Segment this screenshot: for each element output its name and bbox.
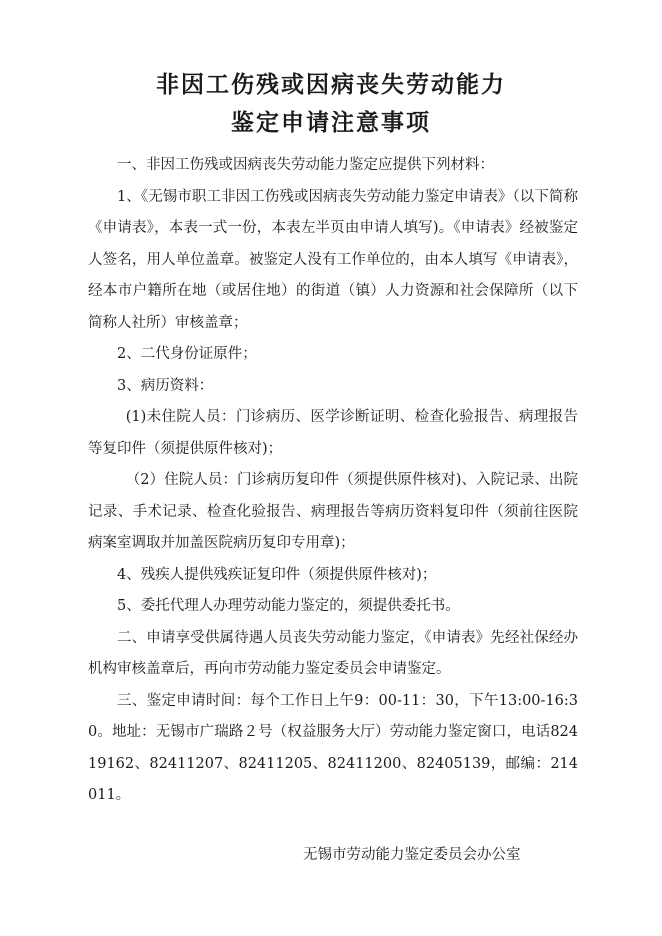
item-2-id-card: 2、二代身份证原件； (117, 346, 257, 362)
section-2-dependents: 二、申请享受供属待遇人员丧失劳动能力鉴定，《申请表》先经社保经办机构审核盖章后，再向市劳动能力鉴定委员会申请鉴定。 (88, 629, 578, 677)
item-3-2-inpatient: （2）住院人员：门诊病历复印件（须提供原件核对)、入院记录、出院记录、手术记录、检查化验报告、病理报告等病历资料复印件（须前往医院病案室调取并加盖医院病历复印专用章)； (88, 472, 578, 551)
item-3-medical-records: 3、病历资料： (117, 377, 214, 394)
item-5-power-of-attorney: 5、委托代理人办理劳动能力鉴定的，须提供委托书。 (117, 598, 460, 614)
issuer-signature: 无锡市劳动能力鉴定委员会办公室 (303, 847, 521, 863)
document-title-line-2: 鉴定申请注意事项 (231, 110, 431, 136)
section-1-heading: 一、非因工伤残或因病丧失劳动能力鉴定应提供下列材料： (117, 157, 494, 173)
item-1-application-form: 1、《无锡市职工非因工伤残或因病丧失劳动能力鉴定申请表》（以下简称《申请表》，本表一式一份，本表左半页由申请人填写)。《申请表》经被鉴定人签名，用人单位盖章。被鉴定人没有工作单位的，由本人填写《申请表》，经本市户籍所在地（或居住地）的街道（镇）人力资源和社会保障所（以下简称人社所）审核盖章； (88, 188, 578, 331)
item-3-1-outpatient: (1)未住院人员：门诊病历、医学诊断证明、检查化验报告、病理报告等复印件（须提供原件核对)； (88, 409, 578, 457)
section-3-time-and-contact: 三、鉴定申请时间：每个工作日上午9：00-11：30，下午13:00-16:30。地址：无锡市广瑞路２号（权益服务大厅）劳动能力鉴定窗口，电话82419162、82411207、82411205、82411200、82405139，邮编：214011。 (88, 692, 578, 803)
item-4-disability-certificate: 4、残疾人提供残疾证复印件（须提供原件核对)； (117, 566, 437, 583)
document-body (88, 150, 578, 812)
document-title-line-1: 非因工伤残或因病丧失劳动能力 (156, 72, 506, 98)
